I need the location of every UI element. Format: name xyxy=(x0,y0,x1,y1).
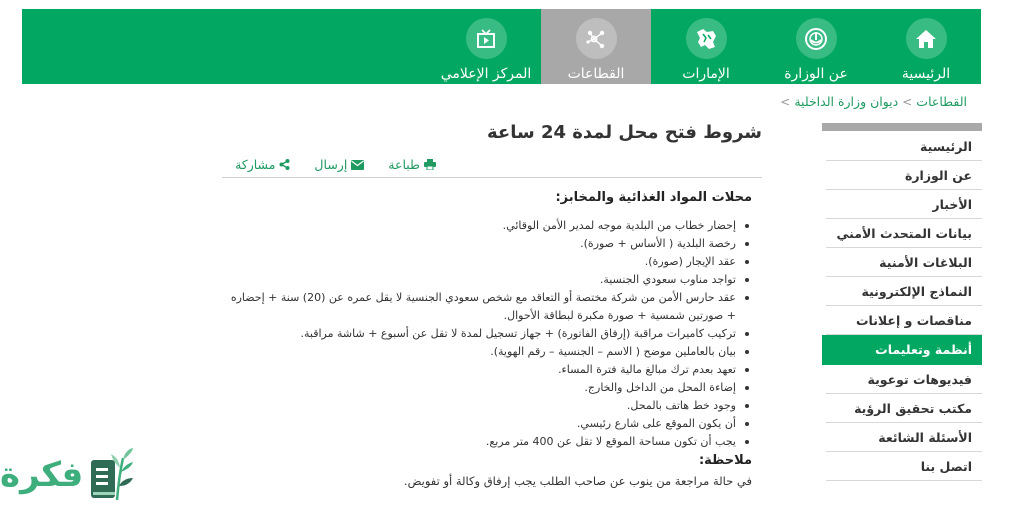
map-icon xyxy=(686,18,727,59)
list-item: رخصة البلدية ( الأساس + صورة). xyxy=(222,235,752,253)
note-title: ملاحظة: xyxy=(698,453,752,468)
share-icon xyxy=(279,159,290,170)
print-label: طباعة xyxy=(388,157,420,172)
list-item: عقد الإيجار (صورة). xyxy=(222,253,752,271)
list-item: عقد حارس الأمن من شركة مختصة أو التعاقد مع شخص سعودي الجنسية لا يقل عمره عن (20) سنة + إحضاره + صورتين شمسية + صورة مكبرة لبطاقة الأحوال. xyxy=(222,289,752,325)
breadcrumb-item-ministry-diwan[interactable]: ديوان وزارة الداخلية xyxy=(794,94,899,109)
sidebar-item-security-spokesman[interactable]: بيانات المتحدث الأمني xyxy=(826,219,982,248)
nav-label: المركز الإعلامي xyxy=(440,66,532,82)
breadcrumb xyxy=(780,94,967,109)
nav-label: عن الوزارة xyxy=(784,66,848,82)
emblem-icon xyxy=(796,18,837,59)
breadcrumb-separator: > xyxy=(902,94,913,109)
tv-icon xyxy=(466,18,507,59)
sidebar-header-bar xyxy=(822,123,982,131)
sidebar-item-e-forms[interactable]: النماذج الإلكترونية xyxy=(826,277,982,306)
breadcrumb-separator: > xyxy=(780,94,791,109)
sidebar-item-regulations[interactable]: أنظمة وتعليمات xyxy=(822,335,982,365)
article xyxy=(222,118,762,492)
sidebar-item-about-ministry[interactable]: عن الوزارة xyxy=(826,161,982,190)
envelope-icon xyxy=(351,160,364,170)
list-item: تركيب كاميرات مراقبة (إرفاق الفاتورة) + جهاز تسجيل لمدة لا تقل عن أسبوع + شاشة مراقبة. xyxy=(222,325,752,343)
note-text: في حالة مراجعة من ينوب عن صاحب الطلب يجب إرفاق وكالة أو تفويض. xyxy=(403,474,752,488)
sidebar-item-faq[interactable]: الأسئلة الشائعة xyxy=(826,423,982,452)
list-item: أن يكون الموقع على شارع رئيسي. xyxy=(222,415,752,433)
sidebar-item-security-reports[interactable]: البلاغات الأمنية xyxy=(826,248,982,277)
share-button[interactable] xyxy=(235,157,290,172)
book-plant-icon xyxy=(87,446,137,504)
section-title: محلات المواد الغذائية والمخابز: xyxy=(555,190,752,205)
list-item: إحضار خطاب من البلدية موجه لمدير الأمن الوقائي. xyxy=(222,217,752,235)
sidebar-item-vision-office[interactable]: مكتب تحقيق الرؤية xyxy=(826,394,982,423)
home-icon xyxy=(906,18,947,59)
list-item: وجود خط هاتف بالمحل. xyxy=(222,397,752,415)
page-title: شروط فتح محل لمدة 24 ساعة xyxy=(486,122,762,143)
nav-item-emirates[interactable] xyxy=(651,9,761,84)
sidebar-menu xyxy=(822,123,982,481)
list-item: إضاءة المحل من الداخل والخارج. xyxy=(222,379,752,397)
nav-item-about-ministry[interactable] xyxy=(761,9,871,84)
sidebar-item-home[interactable]: الرئيسية xyxy=(826,131,982,161)
sidebar-item-news[interactable]: الأخبار xyxy=(826,190,982,219)
sidebar-item-awareness-videos[interactable]: فيديوهات توعوية xyxy=(826,365,982,394)
share-label: مشاركة xyxy=(235,157,276,172)
list-item: تواجد مناوب سعودي الجنسية. xyxy=(222,271,752,289)
sidebar-item-tenders[interactable]: مناقصات و إعلانات xyxy=(826,306,982,335)
watermark-logo xyxy=(0,444,160,506)
nav-label: القطاعات xyxy=(567,66,625,82)
nav-label: الإمارات xyxy=(682,66,730,82)
share-nodes-icon xyxy=(576,18,617,59)
conditions-list xyxy=(222,217,762,451)
article-toolbar xyxy=(222,152,762,178)
send-button[interactable] xyxy=(314,157,364,172)
sidebar-item-contact[interactable]: اتصل بنا xyxy=(826,452,982,481)
breadcrumb-item-sectors[interactable]: القطاعات xyxy=(916,94,967,109)
print-button[interactable] xyxy=(388,157,436,172)
print-icon xyxy=(424,159,436,170)
nav-item-home[interactable] xyxy=(871,9,981,84)
nav-label: الرئيسية xyxy=(901,66,951,82)
list-item: تعهد بعدم ترك مبالغ مالية فترة المساء. xyxy=(222,361,752,379)
list-item: بيان بالعاملين موضح ( الاسم – الجنسية – رقم الهوية). xyxy=(222,343,752,361)
nav-item-media-center[interactable] xyxy=(431,9,541,84)
nav-item-sectors[interactable] xyxy=(541,9,651,84)
send-label: إرسال xyxy=(314,157,348,172)
logo-text: فكرة xyxy=(0,455,84,495)
top-navigation xyxy=(22,9,981,84)
list-item: يجب أن تكون مساحة الموقع لا تقل عن 400 متر مربع. xyxy=(222,433,752,451)
